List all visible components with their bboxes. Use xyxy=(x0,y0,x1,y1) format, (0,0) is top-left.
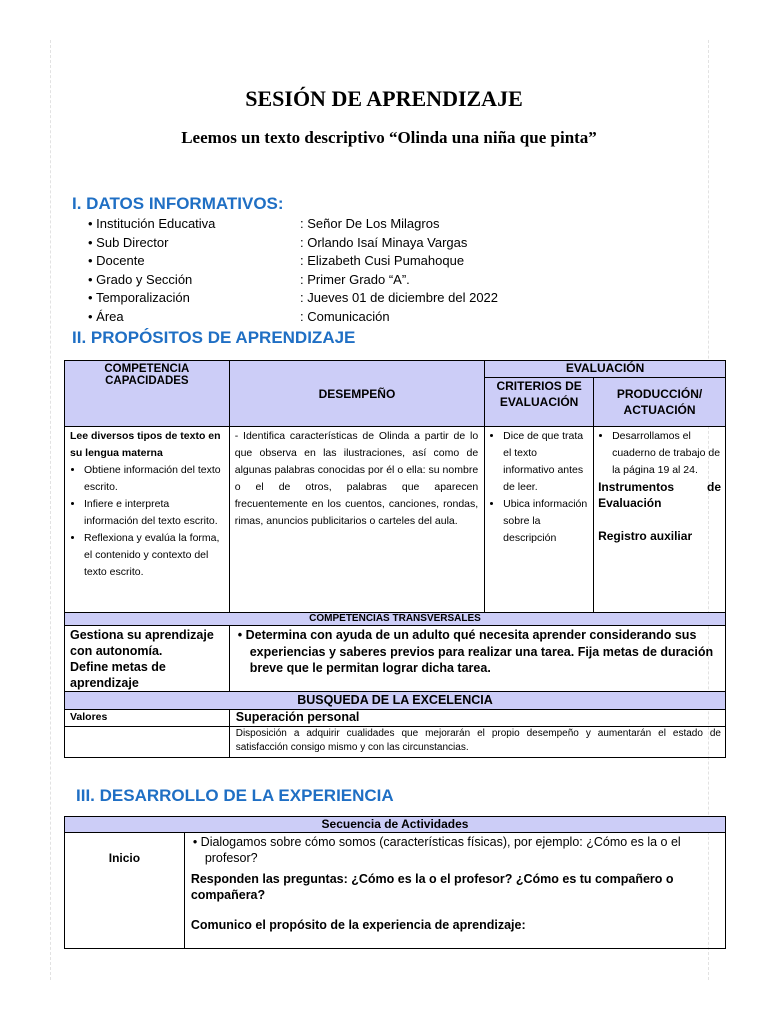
info-label: Sub Director xyxy=(96,234,169,250)
capacidad-item: • Obtiene información del texto escrito. xyxy=(84,462,225,496)
info-label: Docente xyxy=(96,253,145,268)
competencia-cell xyxy=(65,427,230,613)
responden-text: Responden las preguntas: ¿Cómo es la o el profesor? ¿Cómo es tu compañero o compañera? xyxy=(190,872,674,902)
desempeno-cell: - Identifica características de Olinda a partir de lo que observa en las ilustraciones, así como de algunas palabras conocidas por él o ella: su nombre o el de otros, palabras que aparecen frecuentemente en los cuentos, canciones, rondas, rimas, anuncios publicitarios o carteles del aula. xyxy=(229,427,484,613)
info-label: Área xyxy=(96,308,124,324)
registro-auxiliar: Registro auxiliar xyxy=(598,529,693,543)
header-criterios: CRITERIOS DE EVALUACIÓN xyxy=(485,378,594,427)
header-capacidades: CAPACIDADES xyxy=(105,375,189,387)
produccion-cell xyxy=(594,427,726,613)
criterio-item: • Dice de que trata el texto informativo antes de leer. xyxy=(503,428,589,496)
section-heading-propositos: II. PROPÓSITOS DE APRENDIZAJE xyxy=(72,328,356,347)
info-value: : Elizabeth Cusi Pumahoque xyxy=(300,253,465,268)
produccion-item: • Desarrollamos el cuaderno de trabajo de la página 19 al 24. xyxy=(612,428,721,479)
valores-label: Valores xyxy=(65,710,230,727)
desarrollo-table xyxy=(64,816,726,949)
info-label: Grado y Sección xyxy=(96,271,193,287)
info-value: : Orlando Isaí Minaya Vargas xyxy=(300,234,468,250)
gestiona-text: Gestiona su aprendizaje con autonomía. xyxy=(70,628,214,658)
propositos-table xyxy=(64,360,726,758)
criterios-list xyxy=(489,428,589,547)
determina-text: • Determina con ayuda de un adulto qué necesita aprender considerando sus experiencias y saberes previos para realizar una tarea. Fija metas de duración breve que le permitan lograr dicha tarea. xyxy=(237,628,714,675)
dialogamos-item: • Dialogamos sobre cómo somos (características físicas), por ejemplo: ¿Cómo es la o el profesor? xyxy=(192,835,681,865)
section-heading-datos-informativos: I. DATOS INFORMATIVOS: xyxy=(72,194,284,213)
inicio-content xyxy=(184,833,725,949)
document-title: SESIÓN DE APRENDIZAJE xyxy=(245,86,523,111)
info-value: : Comunicación xyxy=(300,308,390,324)
define-metas-text: Define metas de aprendizaje xyxy=(70,660,166,690)
criterios-cell xyxy=(485,427,594,613)
capacidades-list xyxy=(70,462,225,581)
inicio-label: Inicio xyxy=(65,833,185,949)
capacidad-item: • Reflexiona y evalúa la forma, el contenido y contexto del texto escrito. xyxy=(84,530,225,581)
info-label: Institución Educativa xyxy=(96,216,216,231)
secuencia-header: Secuencia de Actividades xyxy=(65,817,726,833)
valores-empty-cell xyxy=(65,727,230,758)
document-subtitle: Leemos un texto descriptivo “Olinda una niña que pinta” xyxy=(181,128,597,147)
busqueda-header: BUSQUEDA DE LA EXCELENCIA xyxy=(65,692,726,710)
superacion-label: Superación personal xyxy=(229,710,725,727)
produccion-list xyxy=(598,428,721,479)
transversales-header: COMPETENCIAS TRANSVERSALES xyxy=(65,613,726,626)
instrumentos-label: Instrumentos de Evaluación xyxy=(598,480,721,510)
header-produccion: PRODUCCIÓN/ ACTUACIÓN xyxy=(594,378,726,427)
disposicion-text: Disposición a adquirir cualidades que mejorarán el propio desempeño y aumentarán el estado de satisfacción consigo mismo y con las circunstancias. xyxy=(229,727,725,758)
page-margin-line-left xyxy=(50,40,51,980)
header-competencia-capacidades xyxy=(65,361,230,427)
info-value: : Jueves 01 de diciembre del 2022 xyxy=(300,290,499,305)
info-label: Temporalización xyxy=(95,290,190,305)
header-competencia: COMPETENCIA xyxy=(104,363,190,375)
header-desempeno: DESEMPEÑO xyxy=(229,361,484,427)
competencia-title: Lee diversos tipos de texto en su lengua materna xyxy=(70,430,221,459)
capacidad-item: • Infiere e interpreta información del texto escrito. xyxy=(84,496,225,530)
comunico-text: Comunico el propósito de la experiencia de aprendizaje: xyxy=(190,918,526,932)
criterio-item: • Ubica información sobre la descripción xyxy=(503,496,589,547)
info-value: : Señor De Los Milagros xyxy=(300,216,440,231)
section-heading-desarrollo: III. DESARROLLO DE LA EXPERIENCIA xyxy=(76,786,394,805)
gestiona-cell xyxy=(65,626,230,692)
header-evaluacion: EVALUACIÓN xyxy=(485,361,726,378)
determina-cell xyxy=(229,626,725,692)
info-value: : Primer Grado “A”. xyxy=(300,271,410,287)
